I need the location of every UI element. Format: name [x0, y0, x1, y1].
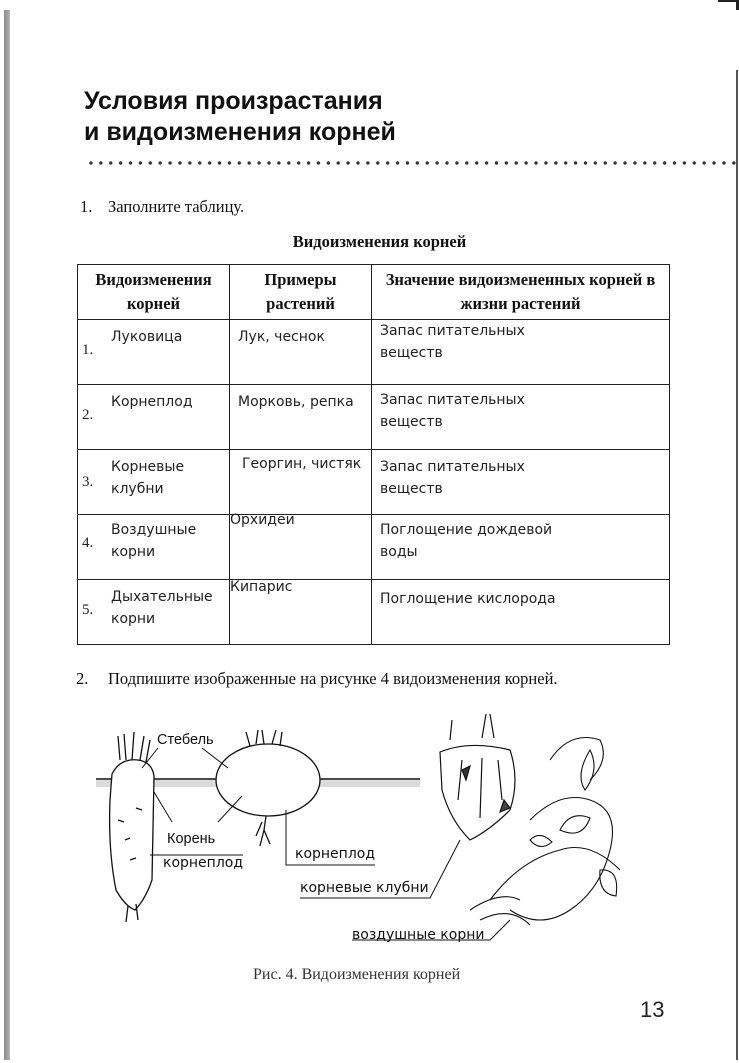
answer-orchid[interactable]: воздушные корни: [352, 927, 485, 943]
page-number: 13: [640, 997, 665, 1022]
examples-value: Орхидеи: [230, 512, 295, 528]
cell-examples[interactable]: [230, 580, 372, 645]
header-significance: Значение видоизмененных корней в жизни растений: [372, 265, 670, 320]
significance-value: Запас питательных веществ: [380, 323, 525, 361]
modification-value: Корневые клубни: [111, 459, 185, 497]
task-2-number: 2.: [76, 669, 89, 688]
cell-significance[interactable]: [372, 320, 670, 385]
table-row: [78, 580, 670, 645]
dotted-divider: [86, 160, 736, 166]
modification-value: Луковица: [111, 329, 183, 345]
turnip-drawing: [216, 730, 320, 846]
page-edge: [736, 70, 738, 1060]
cell-modification[interactable]: [78, 385, 230, 450]
significance-value: Поглощение кислорода: [380, 591, 556, 607]
row-number: 5.: [82, 602, 94, 618]
book-spine-shadow: [4, 10, 10, 1060]
examples-value: Лук, чеснок: [238, 329, 325, 345]
examples-value: Кипарис: [230, 579, 293, 595]
figure-caption: Рис. 4. Видоизменения корней: [253, 966, 461, 983]
answer-dahlia[interactable]: корневые клубни: [300, 880, 429, 896]
table-row: [78, 515, 670, 580]
row-number: 4.: [82, 535, 94, 551]
task-2-instruction: [76, 669, 558, 689]
scan-corner-mark: [718, 0, 739, 10]
row-number: 3.: [82, 474, 94, 490]
cell-significance[interactable]: [372, 515, 670, 580]
cell-significance[interactable]: [372, 580, 670, 645]
table-header-row: [78, 265, 670, 320]
answer-turnip[interactable]: корнеплод: [295, 846, 376, 862]
cell-examples[interactable]: [230, 320, 372, 385]
table-title: Видоизменения корней: [292, 232, 467, 251]
root-modifications-table: [77, 264, 670, 645]
cell-modification[interactable]: [78, 320, 230, 385]
modification-value: Дыхательные корни: [111, 589, 213, 627]
modification-value: Корнеплод: [111, 394, 193, 410]
examples-value: Георгин, чистяк: [242, 456, 362, 472]
label-stem: Стебель: [157, 732, 214, 748]
table-row: [78, 385, 670, 450]
significance-value: Поглощение дождевой воды: [380, 522, 553, 560]
carrot-drawing: [110, 732, 154, 922]
title-line-1: Условия произрастания: [84, 87, 383, 115]
header-examples: Примеры растений: [230, 265, 372, 320]
task-1-text: Заполните таблицу.: [108, 197, 245, 216]
cell-significance[interactable]: [372, 450, 670, 515]
title-line-2: и видоизменения корней: [84, 118, 396, 146]
cell-examples[interactable]: [230, 450, 372, 515]
cell-modification[interactable]: [78, 450, 230, 515]
table-row: [78, 320, 670, 385]
header-modification: Видоизменения корней: [78, 265, 230, 320]
table-row: [78, 450, 670, 515]
task-2-text: Подпишите изображенные на рисунке 4 видоизменения корней.: [108, 669, 558, 688]
task-1-number: 1.: [80, 197, 93, 216]
significance-value: Запас питательных веществ: [380, 459, 525, 497]
cell-examples[interactable]: [230, 385, 372, 450]
cell-examples[interactable]: [230, 512, 372, 580]
row-number: 1.: [82, 342, 94, 358]
cell-modification[interactable]: [78, 580, 230, 645]
task-1-instruction: [80, 197, 244, 217]
cell-modification[interactable]: [78, 515, 230, 580]
figure-root-modifications: [90, 700, 650, 960]
row-number: 2.: [82, 407, 94, 423]
dahlia-tubers-drawing: [440, 714, 515, 840]
answer-carrot[interactable]: корнеплод: [163, 855, 244, 871]
significance-value: Запас питательных веществ: [380, 392, 525, 430]
cell-significance[interactable]: [372, 385, 670, 450]
modification-value: Воздушные корни: [111, 522, 197, 560]
label-root: Корень: [167, 831, 216, 847]
examples-value: Морковь, репка: [238, 394, 354, 410]
page-title: [84, 86, 396, 148]
